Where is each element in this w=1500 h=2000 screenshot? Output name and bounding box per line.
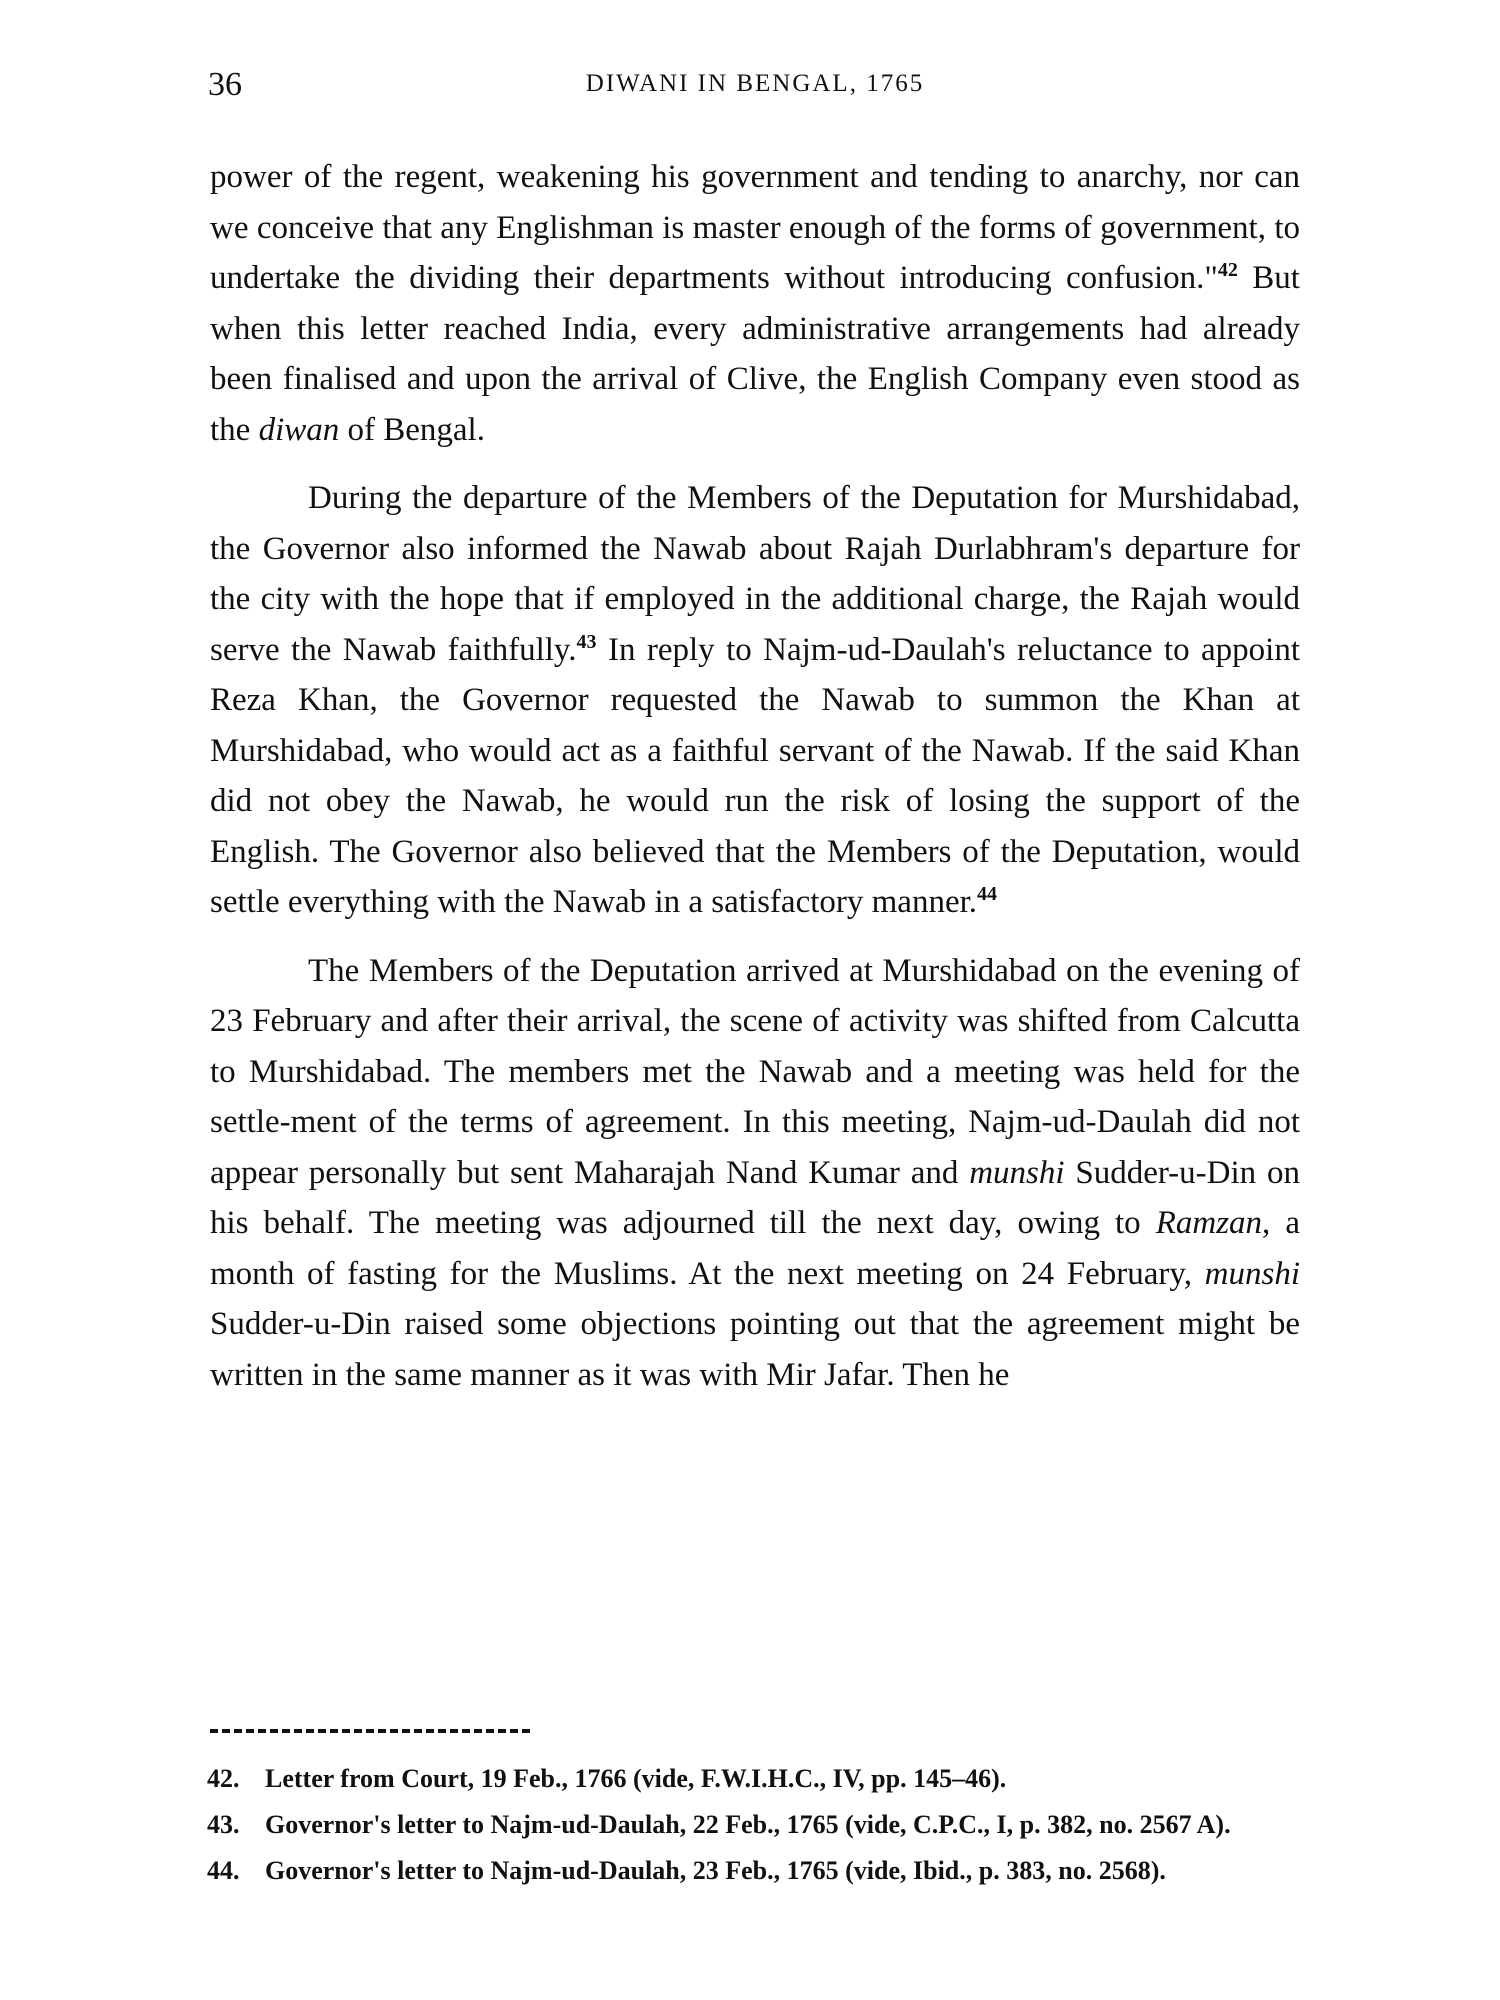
footnote-43 (207, 1802, 1302, 1848)
paragraph-3-text-cont-2: , a month of fasting for the Muslims. At the next meeting on 24 February, (210, 1205, 1300, 1292)
footnote-text: Governor's letter to Najm-ud-Daulah, 23 Feb., 1765 (vide, Ibid., p. 383, no. 2568). (265, 1856, 1166, 1885)
body-text (210, 152, 1300, 1400)
page-number: 36 (208, 66, 242, 103)
paragraph-3-text: The Members of the Deputation arrived at Murshidabad on the evening of 23 February and after their arrival, the scene of activity was shifted from Calcutta to Murshidabad. The members met the Nawab and a meeting was held for the settle-ment of the terms of agreement. In this meeting, Najm-ud-Daulah did not appear personally but sent Maharajah Nand Kumar and (210, 952, 1300, 1191)
paragraph-3-text-cont: Sudder-u-Din on his behalf. The meeting was adjourned till the next day, owing to (210, 1154, 1300, 1241)
footnote-text: Letter from Court, 19 Feb., 1766 (vide, F.W.I.H.C., IV, pp. 145–46). (265, 1764, 1007, 1793)
footnote-text: Governor's letter to Najm-ud-Daulah, 22 Feb., 1765 (vide, C.P.C., I, p. 382, no. 2567 A). (265, 1810, 1231, 1839)
footnote-number: 44. (207, 1856, 240, 1885)
term-munshi: munshi (969, 1154, 1065, 1191)
footnote-ref-42: 42 (1217, 259, 1238, 281)
paragraph-3-text-end: Sudder-u-Din raised some objections pointing out that the agreement might be written in the same manner as it was with Mir Jafar. Then he (210, 1306, 1300, 1393)
paragraph-2 (210, 473, 1300, 928)
footnote-ref-44: 44 (977, 883, 998, 905)
paragraph-1-text: power of the regent, weakening his government and tending to anarchy, nor can we conceive that any Englishman is master enough of the forms of government, to undertake the dividing their departments without introducing confusion." (210, 159, 1300, 296)
footnote-44 (207, 1848, 1302, 1894)
paragraph-1-text-end: of Bengal. (339, 411, 485, 448)
footnote-number: 42. (207, 1764, 240, 1793)
footnote-42 (207, 1756, 1302, 1802)
paragraph-1-text-cont: But when this letter reached India, every administrative arrangements had already been finalised and upon the arrival of Clive, the English Company even stood as the (210, 260, 1300, 448)
footnotes (207, 1756, 1302, 1894)
footnote-divider (210, 1729, 530, 1733)
footnote-ref-43: 43 (576, 630, 597, 653)
term-ramzan: Ramzan (1155, 1205, 1263, 1241)
paragraph-1 (210, 152, 1300, 455)
paragraph-2-text: During the departure of the Members of the Deputation for Murshidabad, the Governor also informed the Nawab about Rajah Durlabhram's departure for the city with the hope that if employed in the additional charge, the Rajah would serve the Nawab faithfully. (210, 480, 1300, 668)
footnote-number: 43. (207, 1810, 240, 1839)
paragraph-2-text-cont: In reply to Najm-ud-Daulah's reluctance to appoint Reza Khan, the Governor requested the Nawab to summon the Khan at Murshidabad, who would act as a faithful servant of the Nawab. If the said Khan did not obey the Nawab, he would run the risk of losing the support of the English. The Governor also believed that the Members of the Deputation, would settle everything with the Nawab in a satisfactory manner. (210, 631, 1300, 920)
running-head: DIWANI IN BENGAL, 1765 (585, 70, 925, 97)
term-diwan: diwan (258, 411, 340, 448)
page-header (208, 66, 1302, 116)
paragraph-3 (210, 946, 1300, 1401)
term-munshi-2: munshi (1204, 1255, 1300, 1292)
